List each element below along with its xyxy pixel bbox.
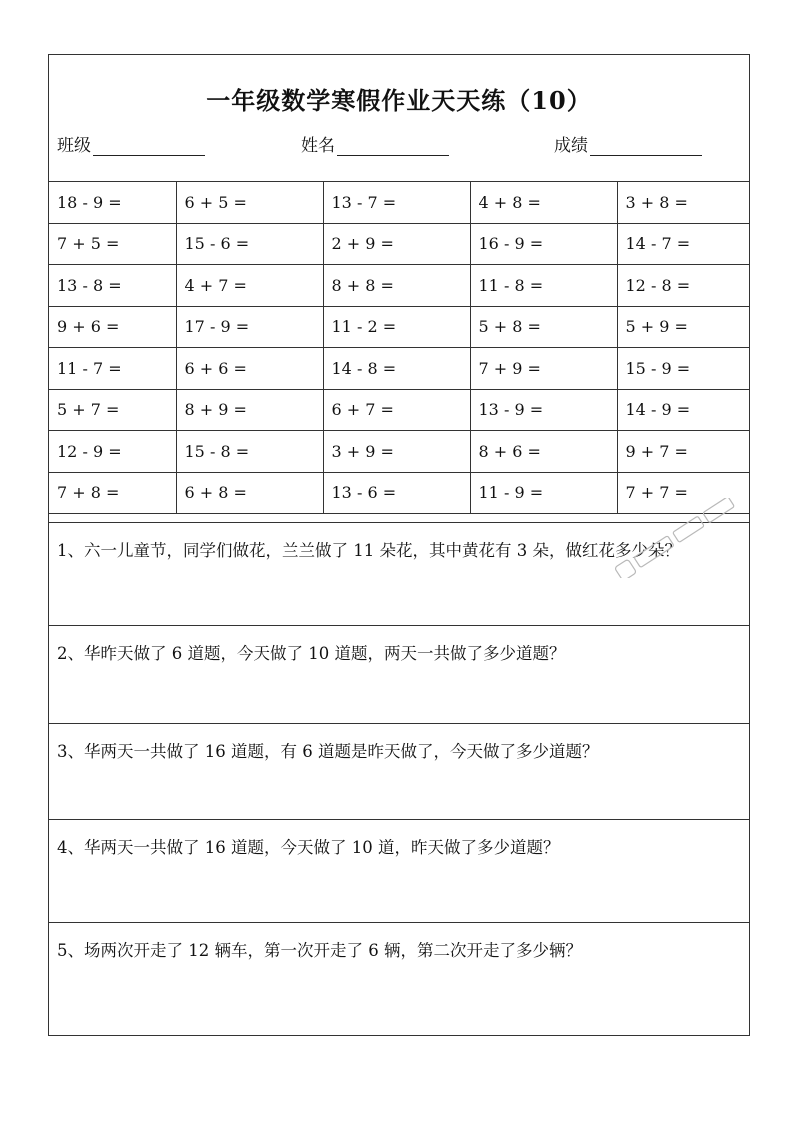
- exercise-cell[interactable]: 14 - 9 =: [617, 389, 749, 431]
- exercise-cell[interactable]: 14 - 8 =: [323, 348, 470, 390]
- exercise-cell[interactable]: 14 - 7 =: [617, 223, 749, 265]
- word-problem-2[interactable]: [49, 625, 749, 723]
- exercise-cell[interactable]: 7 + 7 =: [617, 472, 749, 514]
- exercise-row: [49, 265, 749, 307]
- exercise-cell[interactable]: 8 + 6 =: [470, 431, 617, 473]
- word-problem-1[interactable]: [49, 522, 749, 625]
- exercise-cell[interactable]: 5 + 7 =: [49, 389, 176, 431]
- problem-text: 5、场两次开走了 12 辆车，第一次开走了 6 辆，第二次开走了多少辆？: [57, 941, 582, 960]
- exercise-row: [49, 306, 749, 348]
- class-blank[interactable]: [93, 135, 205, 156]
- name-blank[interactable]: [337, 135, 449, 156]
- exercise-cell[interactable]: 11 - 8 =: [470, 265, 617, 307]
- exercise-cell[interactable]: 3 + 8 =: [617, 182, 749, 224]
- exercise-cell[interactable]: 5 + 8 =: [470, 306, 617, 348]
- exercise-cell[interactable]: 12 - 8 =: [617, 265, 749, 307]
- exercise-cell[interactable]: 9 + 7 =: [617, 431, 749, 473]
- exercise-cell[interactable]: 9 + 6 =: [49, 306, 176, 348]
- name-label: 姓名: [301, 136, 335, 156]
- exercise-cell[interactable]: 7 + 8 =: [49, 472, 176, 514]
- exercise-cell[interactable]: 13 - 8 =: [49, 265, 176, 307]
- exercise-cell[interactable]: 7 + 5 =: [49, 223, 176, 265]
- score-field[interactable]: [554, 131, 702, 156]
- exercise-cell[interactable]: 6 + 6 =: [176, 348, 323, 390]
- word-problem-5[interactable]: [49, 922, 749, 1035]
- class-label: 班级: [57, 136, 91, 156]
- exercise-grid: [49, 181, 749, 514]
- class-field[interactable]: [57, 131, 205, 156]
- exercise-cell[interactable]: 11 - 7 =: [49, 348, 176, 390]
- exercise-cell[interactable]: 13 - 7 =: [323, 182, 470, 224]
- exercise-cell[interactable]: 15 - 9 =: [617, 348, 749, 390]
- score-blank[interactable]: [590, 135, 702, 156]
- problem-text: 4、华两天一共做了 16 道题，今天做了 10 道，昨天做了多少道题？: [57, 838, 560, 857]
- worksheet: [48, 54, 750, 1036]
- exercise-cell[interactable]: 13 - 6 =: [323, 472, 470, 514]
- exercise-row: [49, 182, 749, 224]
- problem-text: 3、华两天一共做了 16 道题，有 6 道题是昨天做了，今天做了多少道题？: [57, 742, 599, 761]
- exercise-cell[interactable]: 3 + 9 =: [323, 431, 470, 473]
- exercise-cell[interactable]: 11 - 2 =: [323, 306, 470, 348]
- exercise-row: [49, 431, 749, 473]
- word-problem-3[interactable]: [49, 723, 749, 819]
- exercise-cell[interactable]: 13 - 9 =: [470, 389, 617, 431]
- problem-text: 1、六一儿童节，同学们做花，兰兰做了 11 朵花，其中黄花有 3 朵，做红花多少朵？: [57, 541, 681, 560]
- score-label: 成绩: [554, 136, 588, 156]
- exercise-cell[interactable]: 8 + 8 =: [323, 265, 470, 307]
- exercise-cell[interactable]: 4 + 8 =: [470, 182, 617, 224]
- exercise-row: [49, 389, 749, 431]
- exercise-row: [49, 472, 749, 514]
- page-title: 一年级数学寒假作业天天练（10）: [206, 86, 592, 115]
- word-problem-4[interactable]: [49, 819, 749, 922]
- student-info-row: [49, 131, 749, 159]
- exercise-cell[interactable]: 8 + 9 =: [176, 389, 323, 431]
- problem-text: 2、华昨天做了 6 道题，今天做了 10 道题，两天一共做了多少道题？: [57, 644, 566, 663]
- exercise-row: [49, 348, 749, 390]
- exercise-cell[interactable]: 7 + 9 =: [470, 348, 617, 390]
- exercise-cell[interactable]: 16 - 9 =: [470, 223, 617, 265]
- name-field[interactable]: [301, 131, 449, 156]
- exercise-cell[interactable]: 6 + 7 =: [323, 389, 470, 431]
- exercise-cell[interactable]: 11 - 9 =: [470, 472, 617, 514]
- exercise-cell[interactable]: 5 + 9 =: [617, 306, 749, 348]
- exercise-cell[interactable]: 18 - 9 =: [49, 182, 176, 224]
- exercise-cell[interactable]: 15 - 6 =: [176, 223, 323, 265]
- exercise-cell[interactable]: 15 - 8 =: [176, 431, 323, 473]
- exercise-cell[interactable]: 6 + 5 =: [176, 182, 323, 224]
- exercise-cell[interactable]: 17 - 9 =: [176, 306, 323, 348]
- exercise-cell[interactable]: 2 + 9 =: [323, 223, 470, 265]
- exercise-cell[interactable]: 12 - 9 =: [49, 431, 176, 473]
- exercise-cell[interactable]: 4 + 7 =: [176, 265, 323, 307]
- exercise-row: [49, 223, 749, 265]
- exercise-cell[interactable]: 6 + 8 =: [176, 472, 323, 514]
